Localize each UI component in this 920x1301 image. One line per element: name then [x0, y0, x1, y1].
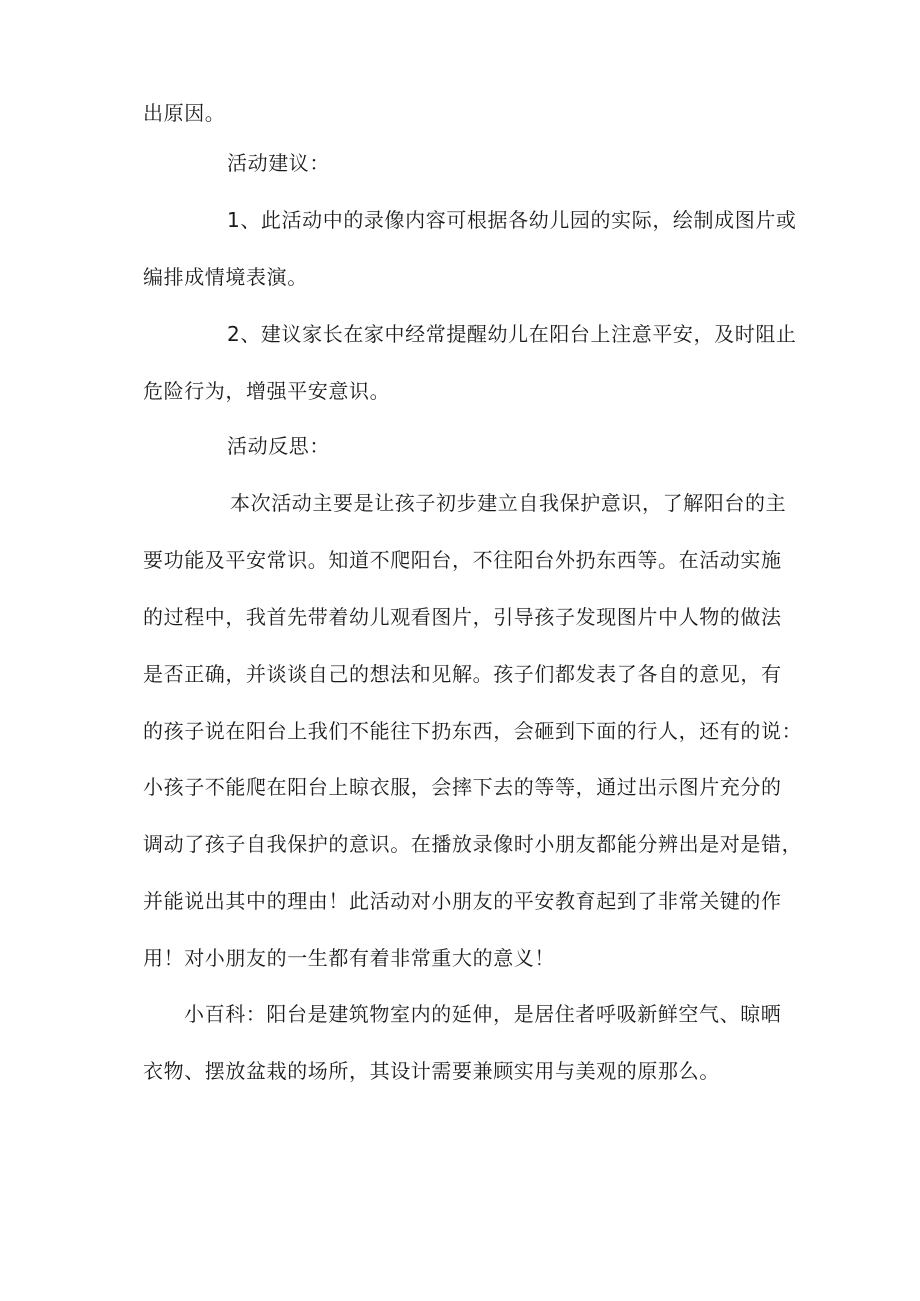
reflection-line: 本次活动主要是让孩子初步建立自我保护意识，了解阳台的主	[230, 491, 787, 515]
reflection-line: 的过程中，我首先带着幼儿观看图片，引导孩子发现图片中人物的做法	[143, 605, 782, 629]
reflection-line: 的孩子说在阳台上我们不能往下扔东西，会砸到下面的行人，还有的说：	[143, 719, 803, 743]
suggestion-1-line-1: 1、此活动中的录像内容可根据各幼儿园的实际，绘制成图片或	[227, 208, 797, 232]
reflection-line: 是否正确，并谈谈自己的想法和见解。孩子们都发表了各自的意见，有	[143, 662, 782, 686]
encyclopedia-line-1: 小百科：阳台是建筑物室内的延伸，是居住者呼吸新鲜空气、晾晒	[184, 1002, 782, 1026]
reflection-line: 并能说出其中的理由！此活动对小朋友的平安教育起到了非常关键的作	[143, 889, 782, 913]
suggestions-heading: 活动建议：	[227, 151, 330, 175]
intro-tail-text: 出原因。	[143, 101, 226, 125]
suggestion-1-line-2: 编排成情境表演。	[143, 265, 308, 289]
reflection-line: 调动了孩子自我保护的意识。在播放录像时小朋友都能分辨出是对是错，	[143, 832, 803, 856]
reflection-heading: 活动反思：	[227, 434, 330, 458]
suggestion-2-line-1: 2、建议家长在家中经常提醒幼儿在阳台上注意平安，及时阻止	[227, 322, 797, 346]
encyclopedia-line-2: 衣物、摆放盆栽的场所，其设计需要兼顾实用与美观的原那么。	[143, 1059, 720, 1083]
reflection-line: 要功能及平安常识。知道不爬阳台，不往阳台外扔东西等。在活动实施	[143, 548, 782, 572]
suggestion-2-line-2: 危险行为，增强平安意识。	[143, 379, 391, 403]
reflection-line: 用！对小朋友的一生都有着非常重大的意义！	[143, 946, 555, 970]
reflection-line: 小孩子不能爬在阳台上晾衣服，会摔下去的等等，通过出示图片充分的	[143, 775, 782, 799]
